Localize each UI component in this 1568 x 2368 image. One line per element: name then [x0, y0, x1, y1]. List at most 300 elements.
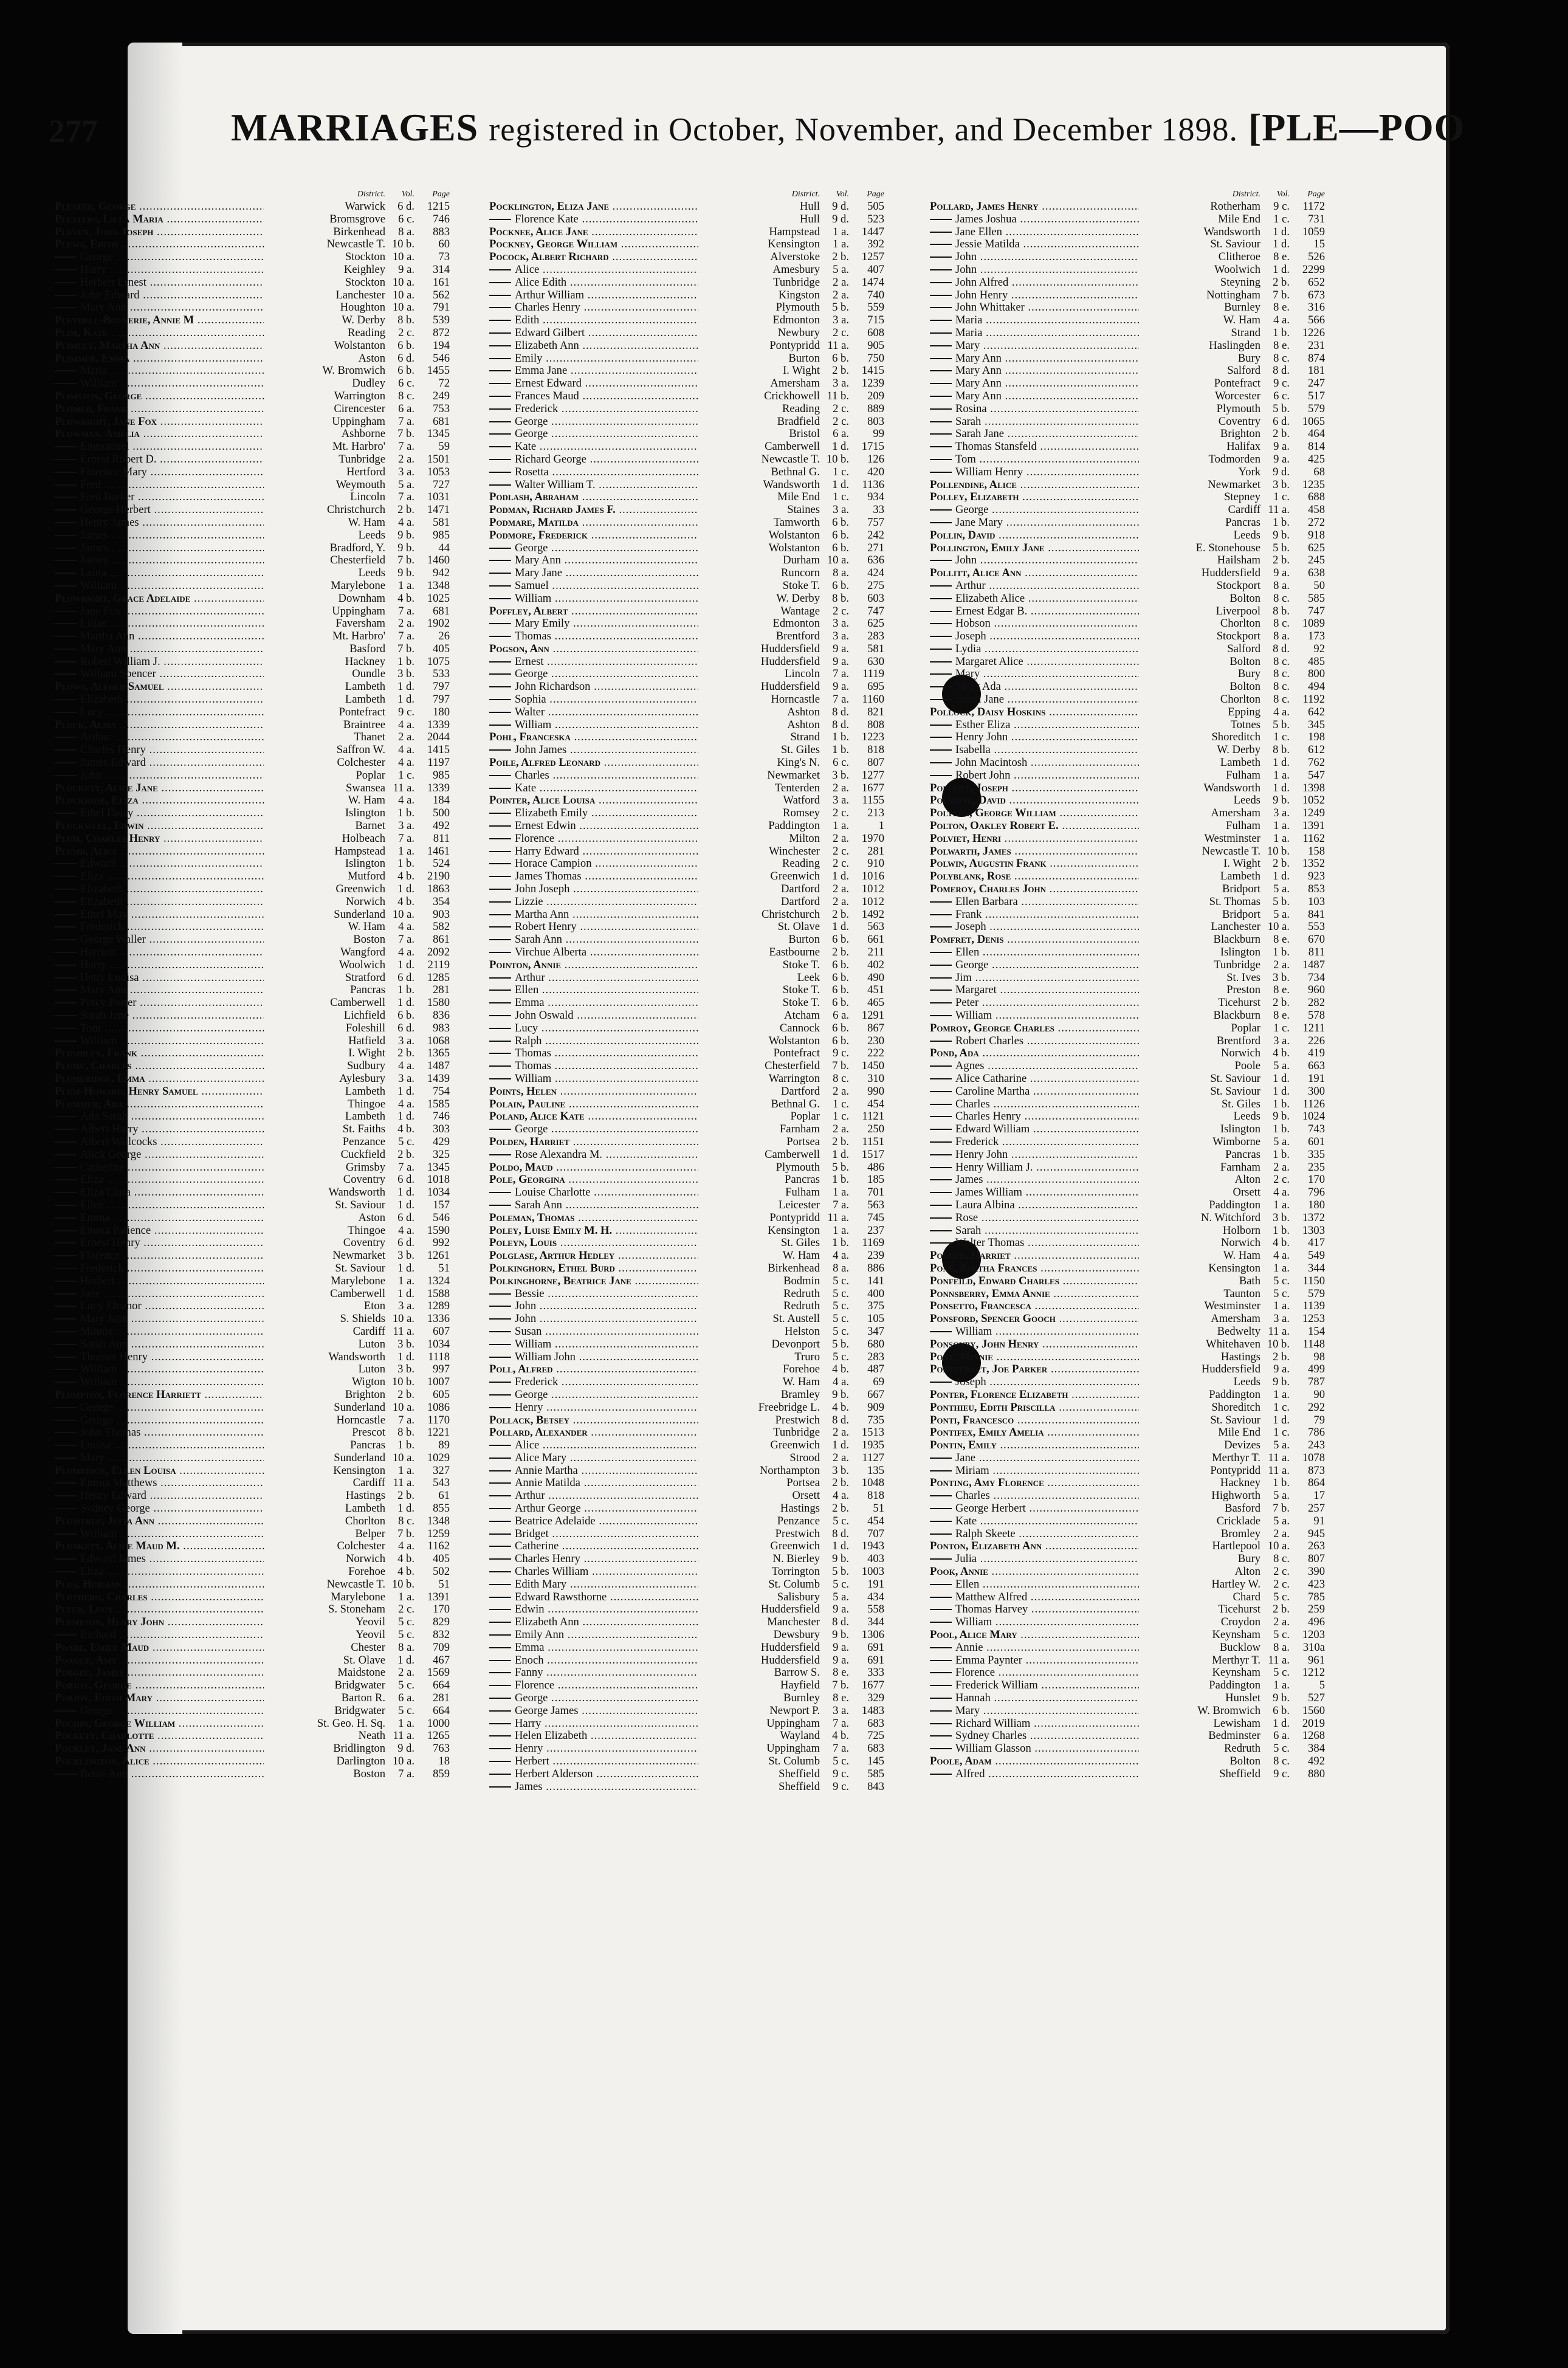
entry-name	[930, 1035, 1139, 1048]
forename-entry: John Joseph	[515, 883, 570, 896]
entry-name	[489, 1414, 698, 1427]
entry-page: 603	[867, 592, 884, 605]
entry-volume: 10 b.	[391, 1376, 414, 1389]
ditto-dash	[489, 1622, 511, 1623]
register-entry	[930, 1098, 1325, 1111]
register-entry	[489, 277, 884, 289]
register-entry	[55, 1553, 450, 1566]
register-entry	[55, 782, 450, 795]
entry-district: Pancras	[1225, 516, 1260, 529]
entry-district: Colchester	[337, 757, 385, 769]
entry-volume: 10 a.	[392, 908, 414, 921]
entry-page: 910	[867, 858, 884, 870]
ditto-dash	[930, 1597, 952, 1598]
register-entry	[489, 1743, 884, 1755]
entry-page: 630	[867, 655, 884, 668]
ditto-dash	[930, 295, 952, 296]
entry-volume: 11 a.	[1268, 1464, 1290, 1477]
forename-entry: Robert Charles	[955, 1034, 1024, 1047]
entry-page: 490	[867, 971, 884, 984]
entry-page: 725	[867, 1730, 884, 1743]
entry-page: 1024	[1302, 1110, 1325, 1123]
ditto-dash	[930, 1116, 952, 1117]
entry-volume: 9 a.	[833, 1641, 849, 1654]
entry-volume: 9 b.	[832, 1388, 849, 1401]
entry-name	[930, 1237, 1139, 1250]
entry-name	[55, 1060, 264, 1073]
ditto-dash	[489, 952, 511, 953]
entry-name	[930, 314, 1139, 327]
forename-entry: Eliza	[80, 1566, 104, 1578]
register-entry	[489, 1098, 884, 1111]
entry-page: 559	[867, 301, 884, 314]
index-column-2	[489, 188, 884, 1793]
entry-district: Kensington	[1208, 1262, 1260, 1275]
entry-district: Thanet	[354, 731, 385, 744]
surname-entry: Polglase, Arthur Hedley	[489, 1250, 615, 1262]
entry-volume: 3 a.	[833, 794, 849, 807]
surname-entry: Poland, Alice Kate	[489, 1110, 585, 1123]
entry-volume: 8 c.	[1273, 694, 1290, 706]
entry-name	[55, 1490, 264, 1502]
entry-district: Poplar	[790, 1110, 820, 1123]
ditto-dash	[489, 673, 511, 675]
entry-name	[55, 845, 264, 858]
forename-entry: Tom	[955, 453, 976, 466]
ditto-dash	[489, 1470, 511, 1471]
entry-volume: 1 d.	[1273, 1085, 1290, 1098]
ditto-dash	[489, 725, 511, 726]
forename-entry: Jane Mary	[955, 516, 1003, 529]
surname-entry: Poldo, Maud	[489, 1161, 553, 1174]
entry-page: 17	[1313, 1490, 1325, 1502]
register-entry	[55, 1389, 450, 1402]
register-entry	[930, 264, 1325, 277]
entry-district: Norwich	[1220, 1047, 1260, 1060]
entry-name	[930, 1692, 1139, 1705]
entry-district: Torrington	[771, 1566, 820, 1578]
entry-district: Hampstead	[334, 845, 385, 858]
ditto-dash	[55, 1634, 77, 1636]
entry-page: 1590	[427, 1224, 450, 1237]
entry-page: 853	[1308, 883, 1325, 896]
entry-name	[489, 390, 698, 403]
ditto-dash	[489, 396, 511, 397]
entry-name	[55, 883, 264, 896]
entry-district: W. Ham	[782, 1376, 820, 1389]
entry-page: 523	[867, 213, 884, 225]
register-entry	[930, 1288, 1325, 1301]
entry-page: 92	[1313, 642, 1325, 655]
entry-district: Aston	[358, 352, 385, 365]
surname-entry: Polshine, David	[930, 794, 1006, 807]
entry-district: Holbeach	[342, 832, 385, 845]
register-entry	[930, 1528, 1325, 1541]
entry-district: W. Ham	[348, 516, 385, 529]
entry-volume: 5 c.	[1273, 1629, 1290, 1642]
entry-volume: 1 a.	[398, 579, 414, 592]
entry-name	[930, 681, 1139, 694]
forename-entry: George	[515, 1123, 548, 1136]
entry-district: Dartford	[780, 1085, 820, 1098]
entry-name	[489, 1553, 698, 1566]
forename-entry: Kate	[515, 441, 537, 453]
forename-entry: James	[80, 529, 108, 542]
entry-page: 803	[867, 415, 884, 428]
register-entry	[930, 1338, 1325, 1351]
entry-name	[930, 1553, 1139, 1566]
ditto-dash	[55, 1306, 77, 1307]
register-entry	[930, 1275, 1325, 1288]
entry-district: W. Derby	[342, 314, 385, 327]
forename-entry: Minnie	[80, 1325, 113, 1338]
entry-page: 316	[1308, 301, 1325, 314]
forename-entry: Henry John	[955, 1148, 1008, 1161]
entry-district: Alverstoke	[770, 251, 820, 264]
register-entry	[489, 1136, 884, 1149]
forename-entry: Frederick	[955, 1135, 999, 1148]
entry-name	[55, 1363, 264, 1376]
entry-page: 18	[438, 1755, 450, 1768]
entry-name	[930, 1363, 1139, 1376]
register-entry	[930, 580, 1325, 593]
entry-name	[489, 807, 698, 820]
entry-name	[55, 1755, 264, 1768]
entry-name	[930, 1086, 1139, 1098]
entry-name	[55, 1199, 264, 1212]
entry-name	[489, 694, 698, 706]
ditto-dash	[489, 990, 511, 991]
ditto-dash	[930, 307, 952, 308]
entry-volume: 8 d.	[832, 1616, 849, 1629]
forename-entry: Emily Ann	[515, 1629, 565, 1642]
register-entry	[930, 731, 1325, 744]
entry-page: 1303	[1302, 1224, 1325, 1237]
entry-volume: 6 a.	[1273, 1730, 1290, 1743]
entry-page: 1052	[1302, 794, 1325, 807]
register-entry	[930, 883, 1325, 896]
entry-district: Woolwich	[339, 959, 385, 971]
entry-page: 79	[1313, 1414, 1325, 1427]
entry-page: 797	[433, 681, 450, 694]
entry-name	[930, 504, 1139, 517]
entry-volume: 1 d.	[1273, 263, 1290, 276]
entry-volume: 8 c.	[398, 390, 414, 402]
entry-volume: 2 a.	[398, 618, 414, 630]
entry-district: Islington	[1220, 1123, 1260, 1136]
forename-entry: Albert Willcocks	[80, 1135, 157, 1148]
register-entry	[55, 1376, 450, 1389]
entry-page: 247	[1308, 377, 1325, 390]
register-entry	[930, 769, 1325, 782]
entry-volume: 9 a.	[833, 1654, 849, 1667]
entry-name	[55, 491, 264, 504]
ditto-dash	[930, 1154, 952, 1155]
entry-name	[489, 1730, 698, 1743]
entry-page: 485	[1308, 655, 1325, 668]
register-entry	[930, 618, 1325, 630]
entry-name	[930, 1060, 1139, 1073]
entry-volume: 2 b.	[1273, 554, 1290, 567]
entry-page: 1348	[427, 1515, 450, 1527]
entry-volume: 8 c.	[1273, 681, 1290, 694]
forename-entry: Emma Matthews	[80, 1477, 157, 1490]
entry-name	[930, 1642, 1139, 1654]
entry-volume: 6 b.	[832, 959, 849, 971]
forename-entry: Henry John	[955, 731, 1008, 744]
ditto-dash	[489, 1065, 511, 1067]
entry-district: Sheffield	[779, 1767, 820, 1780]
ditto-dash	[930, 522, 952, 523]
ditto-dash	[930, 1685, 952, 1686]
forename-entry: Emma	[515, 997, 545, 1010]
entry-page: 1569	[427, 1667, 450, 1679]
entry-page: 44	[438, 542, 450, 554]
entry-district: Shoreditch	[1211, 1401, 1260, 1414]
entry-page: 1003	[861, 1566, 884, 1578]
ditto-dash	[489, 1508, 511, 1509]
surname-entry: Pluckett, Alice Jane	[55, 782, 158, 794]
entry-name	[55, 1452, 264, 1465]
ditto-dash	[55, 1482, 77, 1484]
register-entry	[930, 1250, 1325, 1262]
entry-volume: 8 c.	[1273, 592, 1290, 605]
forename-entry: Ralph	[515, 1034, 542, 1047]
entry-name	[489, 909, 698, 921]
register-entry	[489, 1047, 884, 1060]
entry-volume: 9 d.	[1273, 466, 1290, 478]
register-entry	[930, 909, 1325, 921]
forename-entry: Emma Patience	[80, 1224, 151, 1237]
entry-volume: 5 c.	[833, 1287, 849, 1300]
surname-entry: Plumtree, Julia Ann	[55, 1515, 155, 1527]
entry-volume: 10 a.	[1267, 921, 1290, 934]
entry-volume: 3 a.	[1273, 807, 1290, 820]
register-entry	[489, 1490, 884, 1502]
entry-volume: 1 a.	[833, 225, 849, 238]
entry-district: Fulham	[785, 1186, 820, 1199]
entry-page: 681	[433, 605, 450, 618]
entry-volume: 6 b.	[832, 997, 849, 1010]
entry-page: 909	[867, 1401, 884, 1414]
register-entry	[489, 1427, 884, 1439]
entry-district: Bury	[1237, 1553, 1260, 1566]
entry-district: Brentford	[1216, 1034, 1260, 1047]
entry-name	[55, 1225, 264, 1237]
entry-district: Northampton	[759, 1464, 820, 1477]
entry-page: 103	[1308, 895, 1325, 908]
forename-entry: Rose	[955, 1211, 978, 1224]
entry-page: 715	[867, 314, 884, 327]
entry-name	[489, 441, 698, 453]
entry-volume: 1 a.	[398, 1275, 414, 1287]
entry-volume: 6 b.	[397, 1010, 414, 1022]
surname-entry: Plympton, Henry John	[55, 1616, 165, 1629]
register-entry	[55, 1465, 450, 1478]
entry-page: 51	[438, 1578, 450, 1591]
entry-page: 688	[1308, 491, 1325, 504]
register-entry	[930, 1123, 1325, 1136]
forename-entry: John Alfred	[955, 276, 1009, 289]
entry-page: 1677	[861, 1679, 884, 1692]
entry-page: 1585	[427, 1098, 450, 1110]
register-entry	[489, 1781, 884, 1794]
forename-entry: Virchue Alberta	[515, 946, 587, 959]
forename-entry: Sarah Ann	[515, 934, 562, 946]
ditto-dash	[489, 1041, 511, 1042]
forename-entry: Thomas	[515, 630, 551, 643]
entry-volume: 4 a.	[398, 516, 414, 529]
entry-district: Paddington	[1209, 1388, 1260, 1401]
surname-entry: Pontefract, Joe Parker	[930, 1363, 1048, 1376]
ditto-dash	[55, 1217, 77, 1219]
entry-name	[55, 921, 264, 934]
entry-volume: 1 d.	[1273, 1414, 1290, 1427]
ditto-dash	[55, 939, 77, 940]
forename-entry: Emma	[80, 1211, 110, 1224]
entry-name	[55, 390, 264, 403]
entry-page: 423	[1308, 1578, 1325, 1591]
forename-entry: John	[515, 1300, 537, 1313]
entry-volume: 6 a.	[833, 428, 849, 441]
entry-volume: 6 b.	[832, 516, 849, 529]
forename-entry: George	[515, 428, 548, 441]
register-entry	[55, 681, 450, 694]
entry-page: 818	[867, 1490, 884, 1502]
entry-page: 222	[867, 1047, 884, 1060]
forename-entry: James William	[955, 1186, 1022, 1199]
ditto-dash	[489, 1584, 511, 1585]
register-entry	[489, 1300, 884, 1313]
entry-district: Paddington	[1209, 1679, 1260, 1692]
entry-volume: 6 b.	[832, 579, 849, 592]
entry-name	[55, 706, 264, 719]
forename-entry: Martha Ann	[515, 908, 569, 921]
entry-district: Newcastle T.	[326, 1578, 385, 1591]
entry-district: Mile End	[1218, 1427, 1260, 1439]
entry-volume: 8 d.	[832, 1414, 849, 1427]
entry-name	[930, 403, 1139, 416]
forename-entry: Agnes	[955, 1060, 985, 1073]
entry-volume: 2 c.	[833, 845, 849, 858]
ditto-dash	[55, 1242, 77, 1244]
entry-district: Liverpool	[1216, 605, 1260, 618]
entry-district: Ticehurst	[1218, 997, 1260, 1010]
entry-volume: 6 d.	[397, 352, 414, 365]
entry-volume: 2 b.	[832, 908, 849, 921]
register-entry	[489, 896, 884, 909]
surname-entry: Plimston, George	[55, 390, 142, 402]
entry-name	[55, 782, 264, 795]
register-entry	[489, 1755, 884, 1768]
entry-name	[930, 1439, 1139, 1452]
entry-page: 691	[867, 1641, 884, 1654]
forename-entry: Herbert Ernest	[80, 276, 146, 289]
register-entry	[930, 504, 1325, 517]
entry-district: Sunderland	[334, 908, 385, 921]
entry-page: 745	[867, 1211, 884, 1224]
forename-entry: Sarah	[955, 415, 982, 428]
entry-volume: 4 b.	[397, 1123, 414, 1136]
register-entry	[930, 656, 1325, 669]
ditto-dash	[55, 775, 77, 776]
surname-entry: Poague, Amy	[55, 1654, 117, 1667]
entry-volume: 5 c.	[398, 1135, 414, 1148]
ditto-dash	[55, 1432, 77, 1433]
entry-volume: 10 b.	[1267, 1338, 1290, 1351]
register-entry	[55, 643, 450, 656]
entry-name	[55, 1743, 264, 1755]
surname-entry: Pluthero, Charles	[55, 1591, 148, 1603]
entry-district: Bristol	[789, 428, 820, 441]
forename-entry: Herbert Alderson	[515, 1767, 593, 1780]
entry-name	[489, 365, 698, 377]
surname-entry: Pleven, John Joseph	[55, 225, 154, 238]
ditto-dash	[930, 1584, 952, 1585]
entry-district: Keighley	[343, 263, 385, 276]
entry-volume: 2 c.	[833, 807, 849, 820]
entry-name	[930, 1300, 1139, 1313]
ditto-dash	[55, 889, 77, 890]
entry-district: Grimsby	[345, 1161, 385, 1174]
entry-name	[55, 870, 264, 883]
register-entry	[489, 1515, 884, 1528]
entry-district: Bromsgrove	[329, 213, 385, 225]
entry-volume: 6 b.	[397, 339, 414, 352]
entry-name	[489, 593, 698, 605]
entry-name	[930, 1110, 1139, 1123]
entry-page: 1029	[427, 1451, 450, 1464]
entry-volume: 3 a.	[833, 377, 849, 390]
entry-page: 861	[433, 934, 450, 946]
entry-volume: 3 a.	[833, 314, 849, 327]
ditto-dash	[489, 1546, 511, 1547]
entry-page: 230	[867, 1034, 884, 1047]
surname-entry: Pointer, Alice Louisa	[489, 794, 596, 807]
ditto-dash	[930, 1065, 952, 1067]
ditto-dash	[55, 1533, 77, 1535]
entry-district: Forehoe	[348, 1566, 385, 1578]
register-entry	[489, 1465, 884, 1478]
entry-volume: 1 d.	[397, 997, 414, 1010]
entry-name	[930, 1705, 1139, 1718]
entry-name	[489, 656, 698, 669]
entry-volume: 8 c.	[833, 1072, 849, 1085]
register-entry	[55, 301, 450, 314]
entry-volume: 1 d.	[1273, 1072, 1290, 1085]
entry-name	[55, 959, 264, 972]
entry-name	[489, 377, 698, 390]
entry-name	[55, 1351, 264, 1364]
ditto-dash	[55, 977, 77, 979]
entry-district: Atcham	[784, 1010, 820, 1022]
surname-entry: Ponthieu, Edith Priscilla	[930, 1401, 1056, 1414]
entry-name	[930, 1515, 1139, 1528]
entry-name	[55, 301, 264, 314]
entry-volume: 10 a.	[392, 1313, 414, 1326]
entry-name	[55, 1389, 264, 1402]
forename-entry: Charles	[955, 1490, 990, 1502]
entry-volume: 1 d.	[397, 681, 414, 694]
entry-district: Uppingham	[332, 605, 385, 618]
forename-entry: Mary Ann	[955, 390, 1002, 402]
forename-entry: Edward James	[80, 1553, 146, 1566]
entry-page: 243	[1308, 1439, 1325, 1452]
entry-name	[930, 984, 1139, 997]
ditto-dash	[489, 307, 511, 308]
ditto-dash	[55, 1129, 77, 1130]
entry-volume: 5 b.	[1273, 402, 1290, 415]
